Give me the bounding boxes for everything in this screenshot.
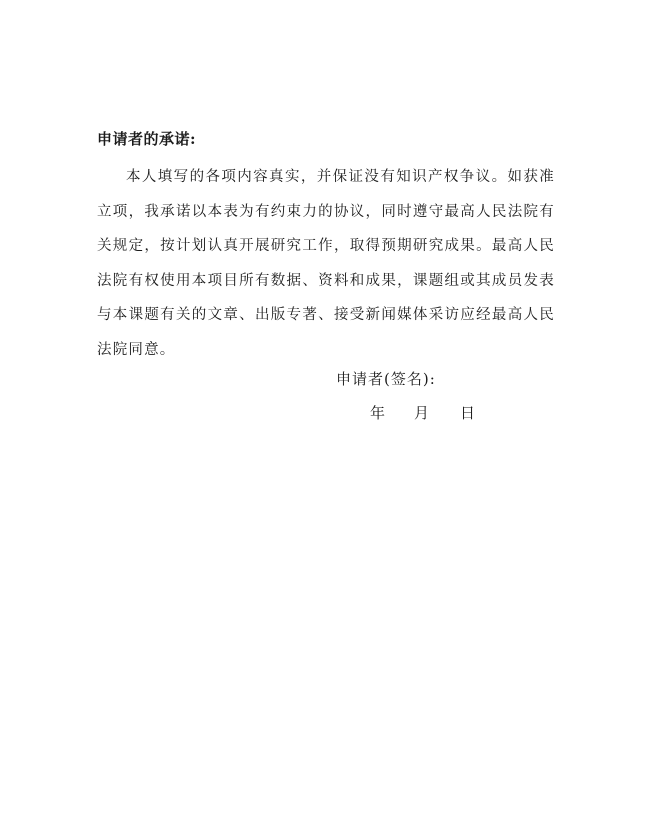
signature-label: 申请者(签名): bbox=[336, 370, 436, 388]
date-line bbox=[370, 402, 480, 423]
date-year-label: 年 bbox=[370, 404, 386, 422]
commitment-heading: 申请者的承诺: bbox=[97, 130, 197, 148]
date-month-label: 月 bbox=[414, 404, 430, 422]
commitment-body: 本人填写的各项内容真实，并保证没有知识产权争议。如获准立项，我承诺以本表为有约束力的协议，同时遵守最高人民法院有关规定，按计划认真开展研究工作，取得预期研究成果。最高人民法院有权使用本项目所有数据、资料和成果，课题组或其成员发表与本课题有关的文章、出版专著、接受新闻媒体采访应经最高人民法院同意。 bbox=[97, 169, 555, 358]
date-day-label: 日 bbox=[460, 404, 476, 422]
